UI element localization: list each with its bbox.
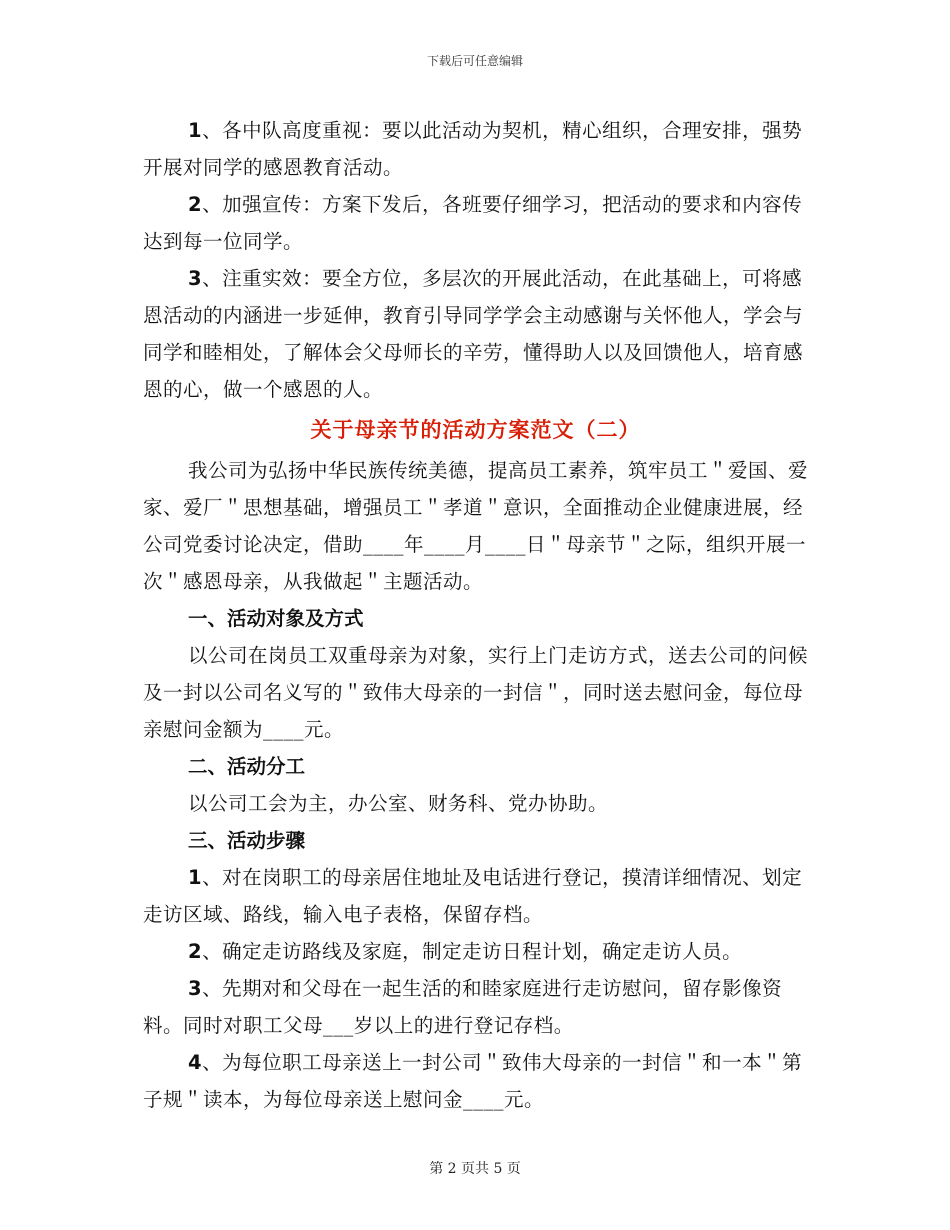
step-text: 、为每位职工母亲送上一封公司＂致伟大母亲的一封信＂和一本＂第子规＂读本，为每位母亲送上慰问金____元。 — [143, 1051, 803, 1111]
part2-paragraph: 以公司工会为主，办公室、财务科、党办协助。 — [188, 792, 609, 815]
step-number: 4 — [188, 1051, 203, 1074]
page-footer: 第 2 页共 5 页 — [429, 1161, 521, 1177]
item-text: 、注重实效：要全方位，多层次的开展此活动，在此基础上，可将感恩活动的内涵进一步延伸，教育引导同学学会主动感谢与关怀他人，学会与同学和睦相处，了解体会父母师长的辛劳，懂得助人以及回馈他人，培育感恩的心，做一个感恩的人。 — [143, 267, 804, 401]
document-title: 关于母亲节的活动方案范文（二） — [310, 418, 641, 442]
part3-step-2 — [143, 933, 808, 970]
item-text: 、加强宣传：方案下发后，各班要仔细学习，把活动的要求和内容传达到每一位同学。 — [143, 193, 803, 253]
item-number: 1 — [188, 119, 203, 142]
part3-step-1 — [143, 859, 808, 933]
step-text: 、对在岗职工的母亲居住地址及电话进行登记，摸清详细情况、划定走访区域、路线，输入电子表格，保留存档。 — [143, 866, 803, 926]
step-text: 、确定走访路线及家庭，制定走访日程计划，确定走访人员。 — [202, 940, 743, 963]
step-number: 1 — [188, 866, 203, 889]
part3-step-4 — [143, 1044, 808, 1118]
part3-heading: 三、活动步骤 — [188, 829, 306, 852]
section1-item-1 — [143, 112, 808, 186]
part1-heading: 一、活动对象及方式 — [188, 607, 364, 630]
step-number: 2 — [188, 940, 203, 963]
page-header: 下载后可任意编辑 — [426, 54, 523, 68]
item-number: 2 — [188, 193, 203, 216]
intro-paragraph: 我公司为弘扬中华民族传统美德，提高员工素养，筑牢员工＂爱国、爱家、爱厂＂思想基础，增强员工＂孝道＂意识，全面推动企业健康进展，经公司党委讨论决定，借助____年____月____日＂母亲节＂之际，组织开展一次＂感恩母亲，从我做起＂主题活动。 — [143, 459, 809, 593]
section1-item-3 — [143, 260, 808, 408]
item-number: 3 — [188, 267, 203, 290]
item-text: 、各中队高度重视：要以此活动为契机，精心组织，合理安排，强势开展对同学的感恩教育活动。 — [143, 119, 803, 179]
step-number: 3 — [188, 977, 203, 1000]
part2-heading: 二、活动分工 — [188, 755, 306, 778]
document-body — [143, 112, 808, 1118]
step-text: 、先期对和父母在一起生活的和睦家庭进行走访慰问，留存影像资料。同时对职工父母___岁以上的进行登记存档。 — [143, 977, 783, 1037]
part3-step-3 — [143, 970, 808, 1044]
part1-paragraph: 以公司在岗员工双重母亲为对象，实行上门走访方式，送去公司的问候及一封以公司名义写的＂致伟大母亲的一封信＂，同时送去慰问金，每位母亲慰问金额为____元。 — [143, 644, 809, 741]
section1-item-2 — [143, 186, 808, 260]
